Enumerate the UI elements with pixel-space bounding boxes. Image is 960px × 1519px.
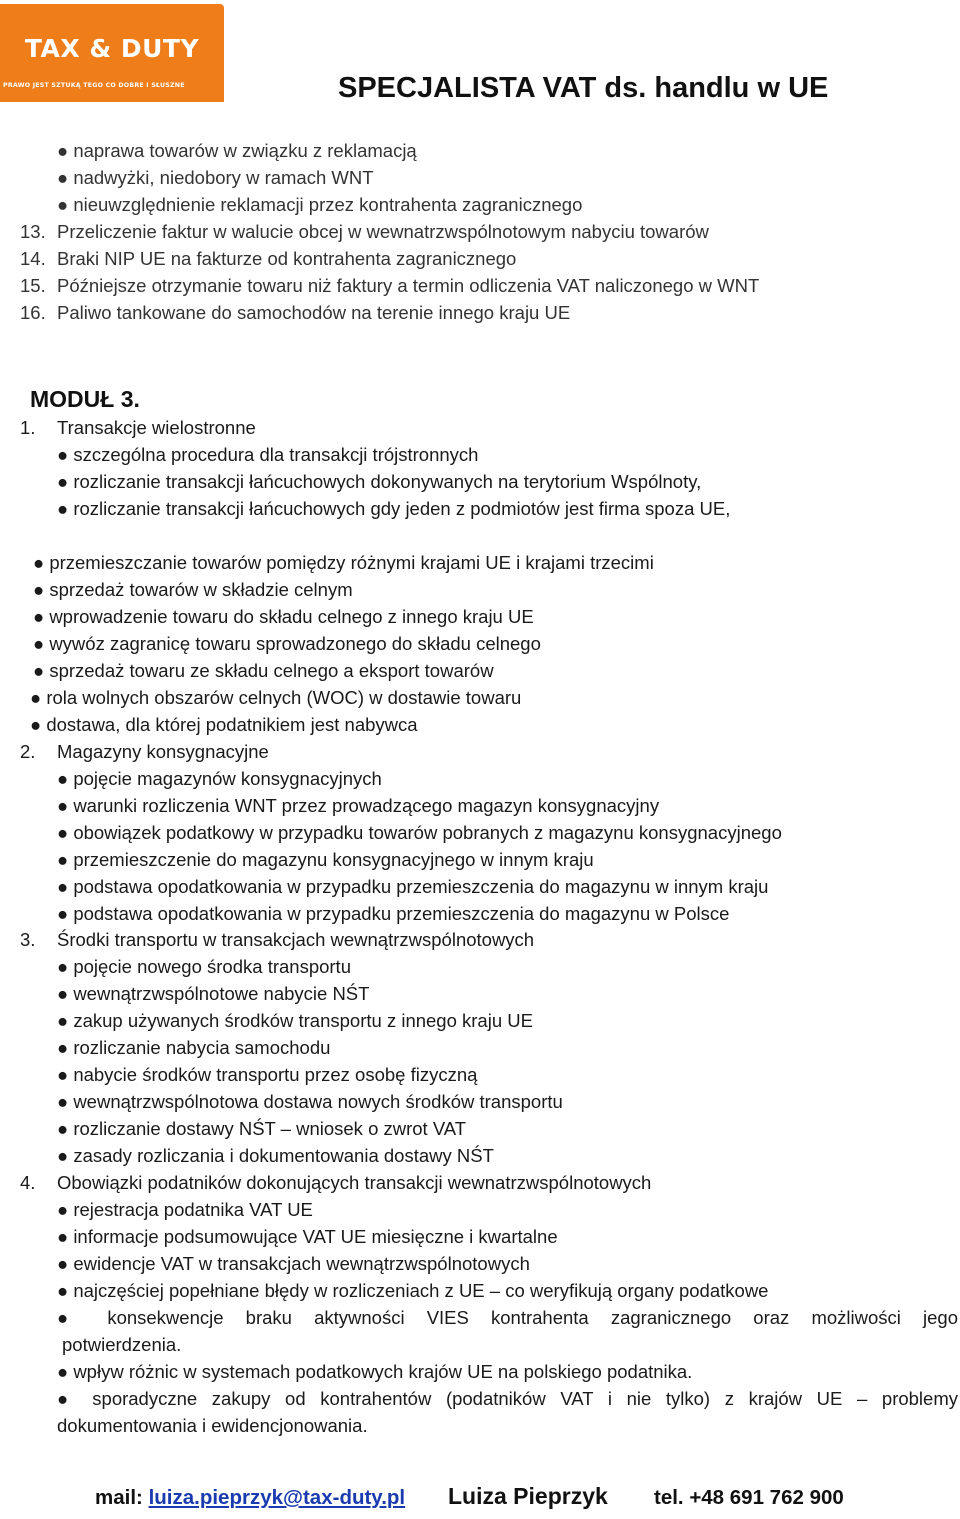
section-heading <box>20 417 256 439</box>
section-number: 3. <box>20 929 36 950</box>
list-item: ● wewnątrzwspólnotowe nabycie NŚT <box>57 983 370 1004</box>
section-number: 1. <box>20 417 36 438</box>
item-number: 16. <box>20 302 46 323</box>
list-item: ● rejestracja podatnika VAT UE <box>57 1199 313 1220</box>
mail-label: mail: <box>95 1486 143 1509</box>
list-item: ● obowiązek podatkowy w przypadku towarów pobranych z magazynu konsygnacyjnego <box>57 822 782 843</box>
list-item: ● pojęcie magazynów konsygnacyjnych <box>57 768 382 789</box>
list-item: ● wywóz zagranicę towaru sprowadzonego do składu celnego <box>33 633 541 654</box>
list-item: ● podstawa opodatkowania w przypadku przemieszczenia do magazynu w Polsce <box>57 903 730 924</box>
list-item: ● rozliczanie dostawy NŚT – wniosek o zwrot VAT <box>57 1118 467 1139</box>
numbered-item <box>20 221 709 243</box>
list-item: ● zakup używanych środków transportu z innego kraju UE <box>57 1010 533 1031</box>
section-title: Transakcje wielostronne <box>57 417 256 438</box>
list-item: ● rola wolnych obszarów celnych (WOC) w dostawie towaru <box>30 687 522 708</box>
list-item: ● rozliczanie transakcji łańcuchowych dokonywanych na terytorium Wspólnoty, <box>57 471 702 492</box>
item-number: 13. <box>20 221 46 242</box>
section-heading <box>20 741 269 763</box>
list-item: ● rozliczanie nabycia samochodu <box>57 1037 331 1058</box>
section-title: Magazyny konsygnacyjne <box>57 741 269 762</box>
numbered-item <box>20 248 516 270</box>
section-heading <box>20 929 534 951</box>
list-item: ● dostawa, dla której podatnikiem jest nabywca <box>30 714 418 735</box>
list-item: ● rozliczanie transakcji łańcuchowych gdy jeden z podmiotów jest firma spoza UE, <box>57 498 731 519</box>
company-logo <box>0 4 224 102</box>
section-title: Środki transportu w transakcjach wewnątrzwspólnotowych <box>57 929 535 950</box>
list-item: ● pojęcie nowego środka transportu <box>57 956 351 977</box>
list-item: ● wpływ różnic w systemach podatkowych krajów UE na polskiego podatnika. <box>57 1361 693 1382</box>
item-text: Braki NIP UE na fakturze od kontrahenta zagranicznego <box>57 248 517 269</box>
logo-text: TAX & DUTY <box>24 34 200 63</box>
section-number: 4. <box>20 1172 36 1193</box>
footer-email <box>95 1486 405 1510</box>
list-item: ● sprzedaż towarów w składzie celnym <box>33 579 353 600</box>
list-item: ● naprawa towarów w związku z reklamacją <box>57 140 417 161</box>
numbered-item <box>20 302 570 324</box>
item-number: 14. <box>20 248 46 269</box>
list-item: ● nadwyżki, niedobory w ramach WNT <box>57 167 374 188</box>
list-item: ● informacje podsumowujące VAT UE miesięczne i kwartalne <box>57 1226 558 1247</box>
contact-name: Luiza Pieprzyk <box>448 1483 608 1509</box>
item-text: Późniejsze otrzymanie towaru niż faktury a termin odliczenia VAT naliczonego w WNT <box>57 275 760 296</box>
list-item: ● wprowadzenie towaru do składu celnego z innego kraju UE <box>33 606 534 627</box>
list-item: ● przemieszczanie towarów pomiędzy różnymi krajami UE i krajami trzecimi <box>33 552 654 573</box>
list-item: ● nabycie środków transportu przez osobę fizyczną <box>57 1064 478 1085</box>
list-item-continuation: dokumentowania i ewidencjonowania. <box>57 1415 368 1436</box>
list-item: ● podstawa opodatkowania w przypadku przemieszczenia do magazynu w innym kraju <box>57 876 769 897</box>
list-item: ● warunki rozliczenia WNT przez prowadzącego magazyn konsygnacyjny <box>57 795 660 816</box>
numbered-item <box>20 275 759 297</box>
section-title: Obowiązki podatników dokonujących transakcji wewnatrzwspólnotowych <box>57 1172 652 1193</box>
list-item: ● sporadyczne zakupy od kontrahentów (podatników VAT i nie tylko) z krajów UE – problemy <box>57 1388 958 1409</box>
list-item: ● wewnątrzwspólnotowa dostawa nowych środków transportu <box>57 1091 563 1112</box>
list-item: ● zasady rozliczania i dokumentowania dostawy NŚT <box>57 1145 494 1166</box>
section-number: 2. <box>20 741 36 762</box>
page-title: SPECJALISTA VAT ds. handlu w UE <box>338 72 829 104</box>
email-link[interactable]: luiza.pieprzyk@tax-duty.pl <box>148 1486 406 1509</box>
item-number: 15. <box>20 275 46 296</box>
section-heading <box>20 1172 651 1194</box>
item-text: Przeliczenie faktur w walucie obcej w wewnatrzwspólnotowym nabyciu towarów <box>57 221 709 242</box>
list-item: ● ewidencje VAT w transakcjach wewnątrzwspólnotowych <box>57 1253 530 1274</box>
contact-phone: tel. +48 691 762 900 <box>654 1486 844 1509</box>
list-item: ● sprzedaż towaru ze składu celnego a eksport towarów <box>33 660 494 681</box>
list-item: ● najczęściej popełniane błędy w rozliczeniach z UE – co weryfikują organy podatkowe <box>57 1280 769 1301</box>
item-text: Paliwo tankowane do samochodów na terenie innego kraju UE <box>57 302 571 323</box>
list-item: ● konsekwencje braku aktywności VIES kontrahenta zagranicznego oraz możliwości jego <box>57 1307 958 1328</box>
list-item: ● nieuwzględnienie reklamacji przez kontrahenta zagranicznego <box>57 194 583 215</box>
list-item: ● przemieszczenie do magazynu konsygnacyjnego w innym kraju <box>57 849 594 870</box>
logo-tagline: PRAWO JEST SZTUKĄ TEGO CO DOBRE I SŁUSZNE <box>3 82 185 89</box>
module-heading: MODUŁ 3. <box>30 386 140 412</box>
list-item-continuation: potwierdzenia. <box>62 1334 182 1355</box>
list-item: ● szczególna procedura dla transakcji trójstronnych <box>57 444 479 465</box>
